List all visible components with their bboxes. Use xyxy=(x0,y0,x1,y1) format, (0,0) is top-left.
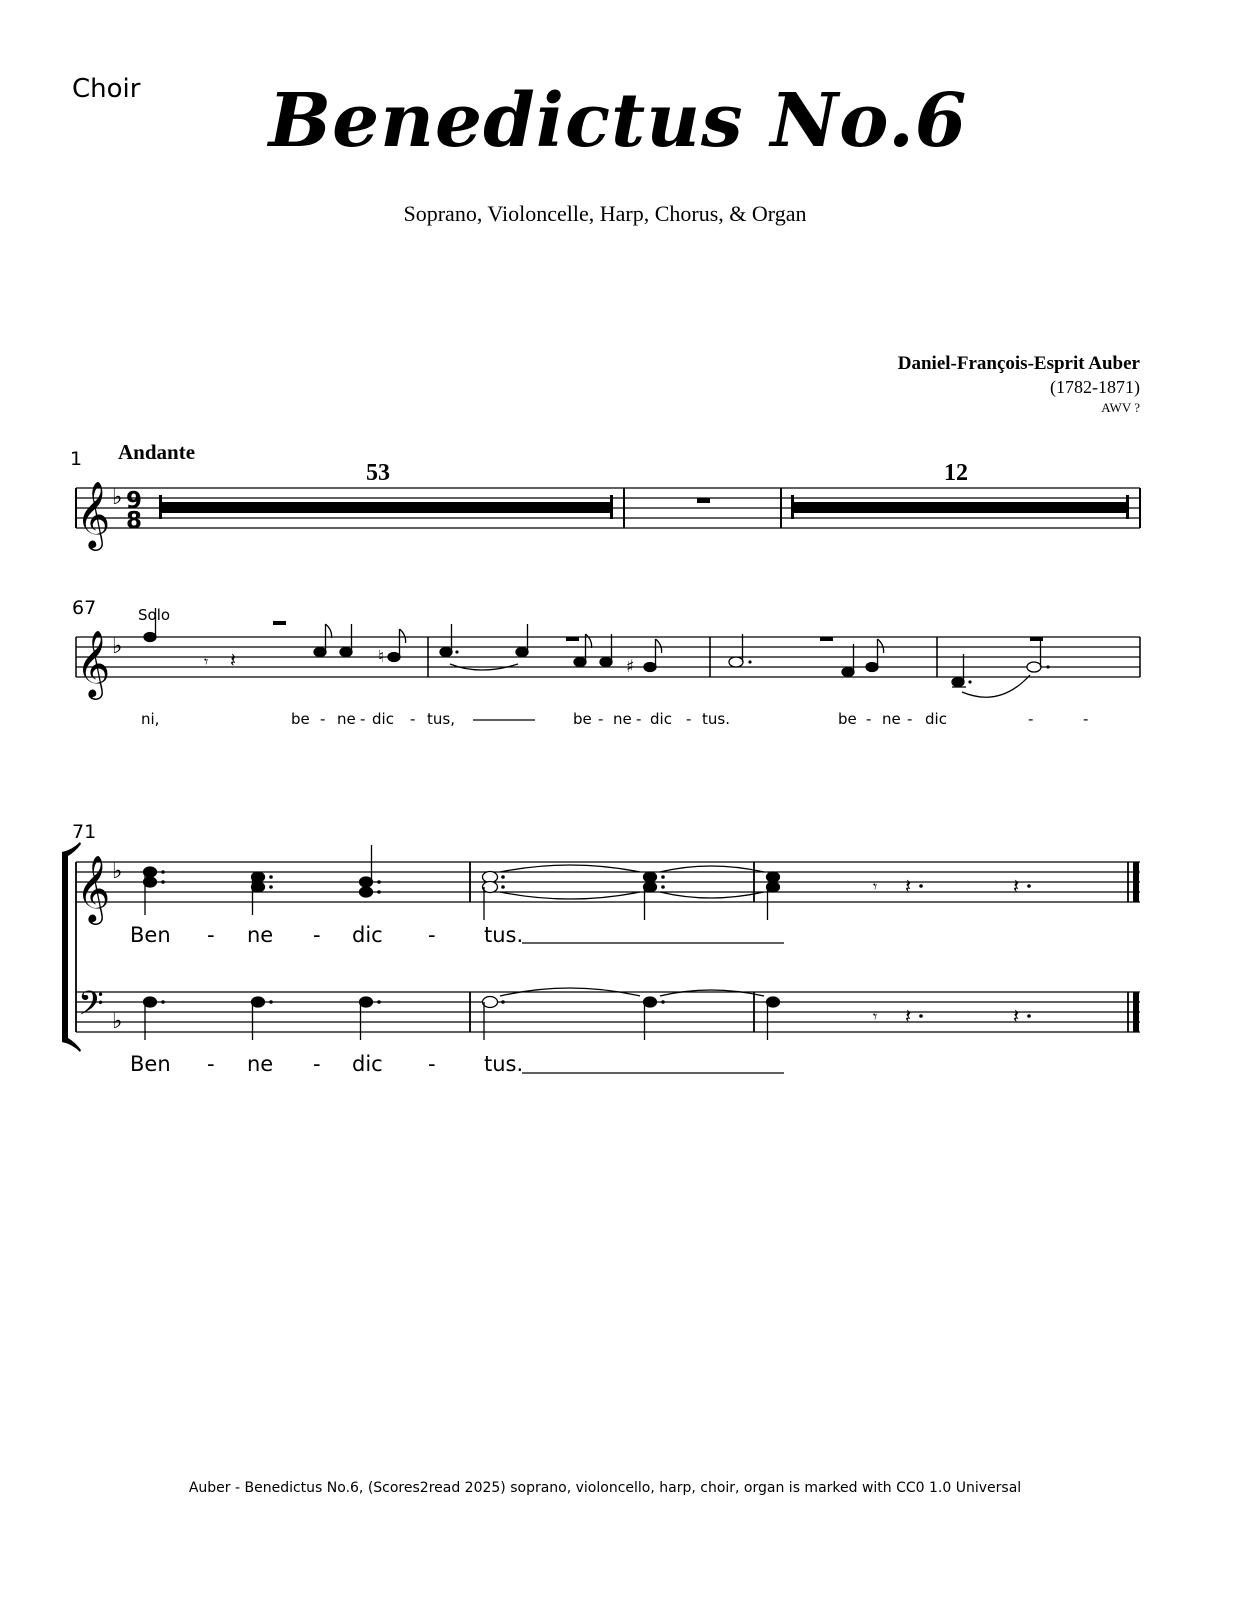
note xyxy=(952,678,964,687)
flat-key-signature: ♭ xyxy=(112,485,123,510)
time-signature-denominator: 8 xyxy=(126,508,143,534)
sharp-icon: ♯ xyxy=(626,657,635,677)
measure-number-1: 1 xyxy=(70,448,83,470)
lyric-hyphen: - xyxy=(1083,710,1089,728)
flat-key-signature: ♭ xyxy=(112,1009,123,1034)
note xyxy=(360,887,373,897)
quarter-rest-icon: 𝄽 xyxy=(1013,874,1020,898)
note xyxy=(644,997,657,1007)
whole-rest xyxy=(566,637,579,641)
note xyxy=(252,997,265,1007)
note xyxy=(252,872,265,882)
whole-rest xyxy=(273,621,286,625)
treble-clef-icon: 𝄞 xyxy=(76,854,111,922)
time-signature-numerator: 9 xyxy=(126,488,143,514)
note xyxy=(440,648,452,657)
lyric-syllable: dic xyxy=(925,710,947,728)
lyric-hyphen: - xyxy=(1028,710,1034,728)
lyric-hyphen: - xyxy=(207,1052,215,1076)
lyric-syllable: tus. xyxy=(484,923,524,947)
lyric-syllable: ne xyxy=(337,710,356,728)
eighth-rest-icon: 𝄾 xyxy=(873,877,878,896)
multirest-count-1: 53 xyxy=(366,460,390,486)
catalog-number: AWV ? xyxy=(1101,400,1140,415)
whole-rest xyxy=(820,637,833,641)
quarter-rest-icon: 𝄽 xyxy=(1013,1004,1020,1028)
note xyxy=(388,653,400,662)
note-half xyxy=(483,997,498,1008)
lyric-syllable: dic xyxy=(650,710,672,728)
note xyxy=(644,882,657,892)
lyric-hyphen: - xyxy=(636,710,642,728)
note-half xyxy=(483,882,498,893)
lyric-hyphen: - xyxy=(207,923,215,947)
part-name: Choir xyxy=(72,74,141,104)
composer-dates: (1782-1871) xyxy=(1050,377,1140,397)
solo-notes xyxy=(144,608,1050,697)
lyric-syllable: ne xyxy=(613,710,632,728)
composer: Daniel-François-Esprit Auber xyxy=(897,353,1140,374)
note-half xyxy=(1027,662,1041,672)
note xyxy=(360,877,373,887)
lyric-syllable: ne xyxy=(247,923,274,947)
solo-direction: Solo xyxy=(138,606,171,624)
lyric-hyphen: - xyxy=(866,710,872,728)
staff-system-3-treble xyxy=(76,862,1140,902)
note xyxy=(516,648,528,657)
note xyxy=(767,997,780,1007)
measure-number-71: 71 xyxy=(72,821,97,843)
bass-clef-icon: 𝄢 xyxy=(78,985,104,1031)
lyric-hyphen: - xyxy=(313,1052,321,1076)
lyric-syllable: be xyxy=(838,710,857,728)
barlines-system-3 xyxy=(76,862,1128,1032)
final-barline xyxy=(1133,862,1139,1032)
lyric-hyphen: - xyxy=(410,710,416,728)
lyric-hyphen: - xyxy=(686,710,692,728)
lyric-hyphen: - xyxy=(907,710,913,728)
natural-icon: ♮ xyxy=(378,647,385,667)
lyric-syllable: Ben xyxy=(130,923,171,947)
lyric-syllable: Ben xyxy=(130,1052,171,1076)
flat-key-signature: ♭ xyxy=(112,859,123,884)
lyric-syllable: dic xyxy=(352,923,383,947)
lyric-syllable: ni, xyxy=(141,710,160,728)
treble-clef-icon: 𝄞 xyxy=(76,629,111,697)
note xyxy=(767,882,780,892)
note xyxy=(644,872,657,882)
measure-number-67: 67 xyxy=(72,597,97,619)
lyric-syllable: tus. xyxy=(484,1052,524,1076)
footer-license: Auber - Benedictus No.6, (Scores2read 2025) soprano, violoncello, harp, choir, organ is marked with CC0 1.0 Universal xyxy=(188,1480,1022,1496)
lyric-hyphen: - xyxy=(320,710,326,728)
quarter-rest-icon: 𝄽 xyxy=(905,874,912,898)
eighth-rest-icon: 𝄾 xyxy=(204,652,209,671)
lyric-hyphen: - xyxy=(428,923,436,947)
tempo-marking: Andante xyxy=(118,440,196,464)
lyric-hyphen: - xyxy=(598,710,604,728)
note xyxy=(314,648,326,657)
lyric-hyphen: - xyxy=(313,923,321,947)
eighth-rest-icon: 𝄾 xyxy=(873,1007,878,1026)
page-title: Benedictus No.6 xyxy=(268,78,968,164)
note xyxy=(574,658,586,667)
note xyxy=(360,997,373,1007)
treble-clef-icon: 𝄞 xyxy=(76,480,111,548)
lyric-hyphen: - xyxy=(428,1052,436,1076)
lyric-syllable: be xyxy=(573,710,592,728)
lyric-syllable: dic xyxy=(352,1052,383,1076)
note xyxy=(866,663,878,672)
subtitle: Soprano, Violoncelle, Harp, Chorus, & Organ xyxy=(403,201,807,226)
note xyxy=(252,882,265,892)
note xyxy=(842,668,854,677)
lyric-hyphen: - xyxy=(360,710,366,728)
note xyxy=(644,663,656,672)
multirest-count-2: 12 xyxy=(944,460,968,486)
lyric-syllable: ne xyxy=(247,1052,274,1076)
staff-system-3-bass xyxy=(76,992,1140,1032)
lyric-syllable: tus. xyxy=(702,710,730,728)
note-half xyxy=(729,657,743,667)
lyric-syllable: ne xyxy=(882,710,901,728)
lyric-syllable: dic xyxy=(372,710,394,728)
note xyxy=(340,648,352,657)
lyric-syllable: be xyxy=(291,710,310,728)
note xyxy=(767,872,780,882)
note xyxy=(144,633,156,642)
whole-rest xyxy=(697,498,710,503)
flat-key-signature: ♭ xyxy=(112,634,123,659)
quarter-rest-icon: 𝄽 xyxy=(230,648,237,672)
quarter-rest-icon: 𝄽 xyxy=(905,1004,912,1028)
lyric-syllable: tus, xyxy=(427,710,455,728)
note xyxy=(600,658,612,667)
